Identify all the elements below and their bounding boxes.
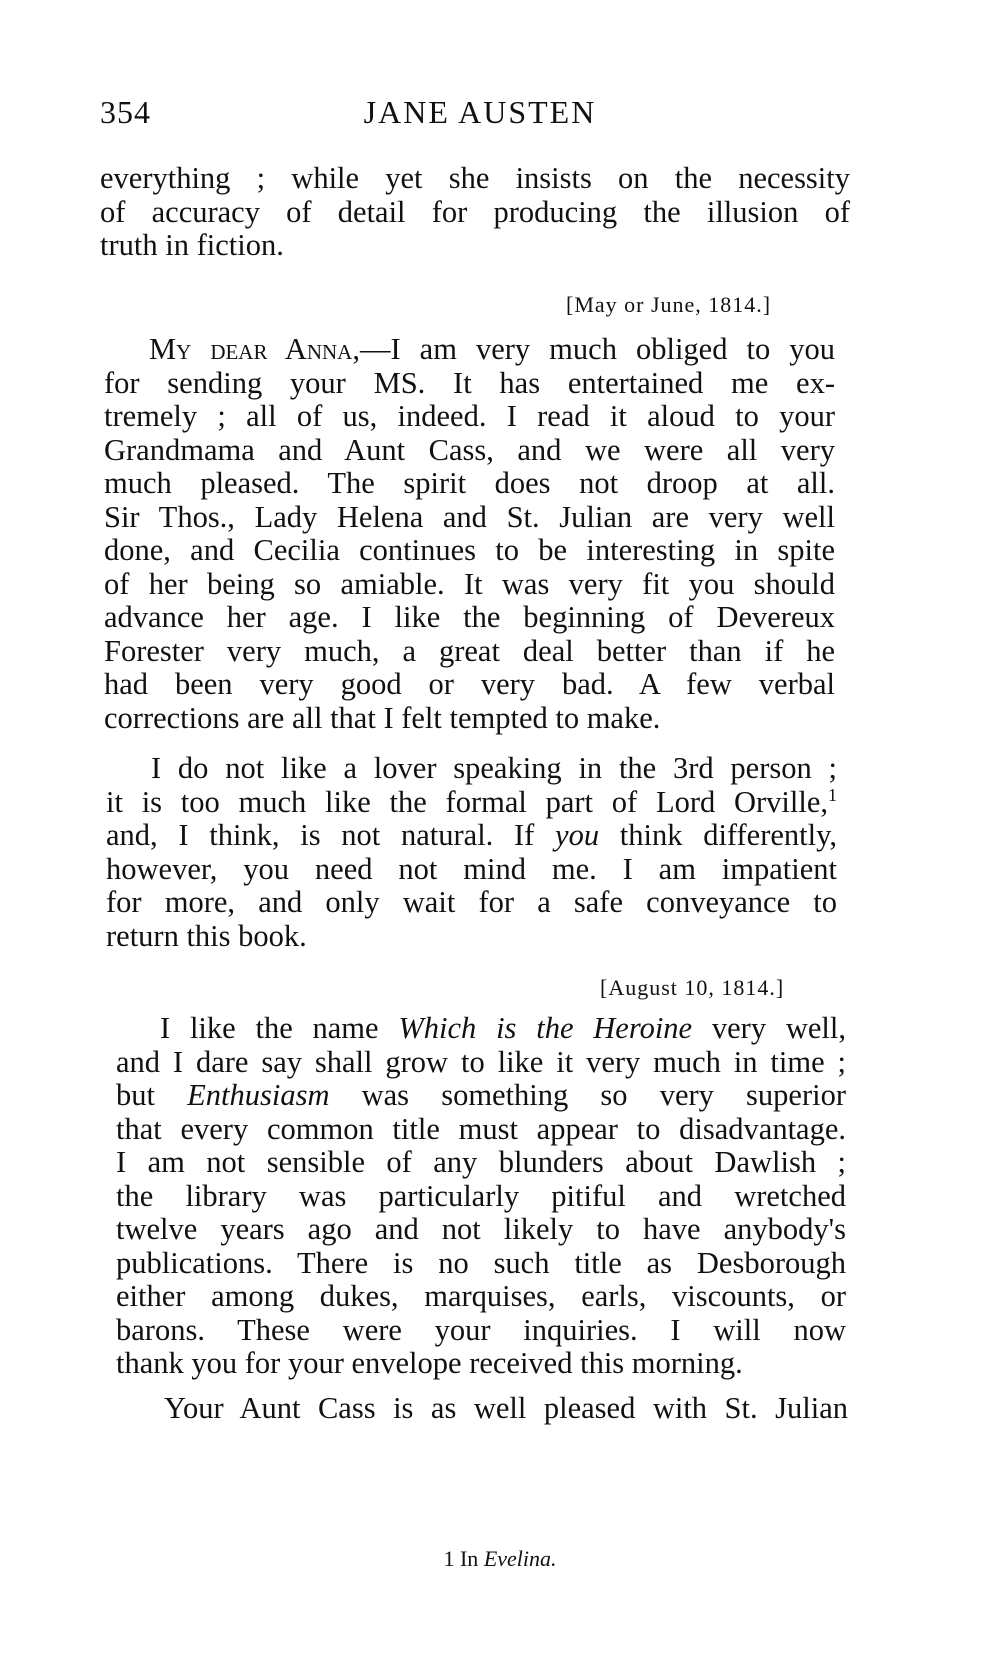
first-line-rest: —I am very much obliged to you bbox=[359, 332, 835, 366]
text-fragment: but bbox=[116, 1078, 188, 1112]
footnote bbox=[0, 1546, 1000, 1572]
text-line: Forester very much, a great deal better than if he bbox=[104, 633, 835, 668]
text-line bbox=[104, 333, 835, 367]
text-line: return this book. bbox=[106, 918, 307, 953]
letter-1-paragraph-2 bbox=[106, 752, 837, 953]
text-line: Sir Thos., Lady Helena and St. Julian are very well bbox=[104, 499, 835, 534]
text-line: had been very good or very bad. A few verbal bbox=[104, 667, 835, 701]
running-head: JANE AUSTEN bbox=[363, 94, 597, 130]
text-line: Grandmama and Aunt Cass, and we were all very bbox=[104, 432, 835, 467]
text-fragment: was something so very superior bbox=[329, 1078, 846, 1112]
text-line: everything ; while yet she insists on the necessity bbox=[100, 161, 850, 195]
text-line: and I dare say shall grow to like it very much in time ; bbox=[116, 1044, 846, 1079]
letter-2-paragraph-2 bbox=[118, 1392, 848, 1426]
text-fragment: I like the name bbox=[160, 1011, 399, 1045]
text-line: either among dukes, marquises, earls, viscounts, or bbox=[116, 1279, 846, 1313]
book-title: Enthusiasm bbox=[187, 1078, 330, 1112]
text-fragment: and, I think, is not natural. If bbox=[106, 818, 556, 852]
text-line: of her being so amiable. It was very fit you should bbox=[104, 566, 835, 601]
footnote-title: Evelina. bbox=[483, 1546, 557, 1571]
text-line: truth in fiction. bbox=[100, 228, 284, 262]
text-line: corrections are all that I felt tempted to make. bbox=[104, 700, 661, 735]
text-fragment: it is too much like the formal part of Lord Orville, bbox=[106, 784, 828, 819]
text-line: for sending your MS. It has entertained me ex- bbox=[104, 365, 835, 400]
footnote-prefix: In bbox=[454, 1546, 484, 1571]
text-fragment: very well, bbox=[692, 1011, 847, 1045]
text-line: much pleased. The spirit does not droop at all. bbox=[104, 466, 835, 500]
emphasis: you bbox=[555, 818, 600, 852]
dateline-letter-1: [May or June, 1814.] bbox=[566, 292, 772, 317]
text-line: of accuracy of detail for producing the illusion of bbox=[100, 194, 850, 229]
text-line: Your Aunt Cass is as well pleased with St. Julian bbox=[164, 1391, 848, 1425]
letter-1-paragraph-1 bbox=[104, 333, 835, 735]
text-line: tremely ; all of us, indeed. I read it aloud to your bbox=[104, 399, 835, 433]
text-line: for more, and only wait for a safe conveyance to bbox=[106, 885, 837, 919]
text-line bbox=[106, 786, 837, 820]
text-line: thank you for your envelope received this morning. bbox=[116, 1346, 743, 1380]
footnote-mark: 1 bbox=[443, 1546, 455, 1571]
text-line: that every common title must appear to disadvantage. bbox=[116, 1111, 846, 1146]
text-line: advance her age. I like the beginning of Devereux bbox=[104, 600, 835, 634]
book-title: Which is the Heroine bbox=[398, 1011, 693, 1045]
salutation: My dear Anna, bbox=[149, 332, 360, 366]
dateline-letter-2: [August 10, 1814.] bbox=[600, 975, 785, 1000]
letter-2-paragraph-1 bbox=[116, 1012, 846, 1381]
text-line: however, you need not mind me. I am impatient bbox=[106, 851, 837, 886]
text-line bbox=[116, 1079, 846, 1113]
text-line: done, and Cecilia continues to be interesting in spite bbox=[104, 533, 835, 567]
page-header bbox=[100, 94, 860, 144]
text-line bbox=[116, 1012, 846, 1046]
text-line: I am not sensible of any blunders about Dawlish ; bbox=[116, 1145, 846, 1179]
text-line: I do not like a lover speaking in the 3rd person ; bbox=[151, 751, 837, 785]
text-line: the library was particularly pitiful and wretched bbox=[116, 1178, 846, 1213]
text-fragment: think differently, bbox=[599, 818, 837, 852]
text-line: barons. These were your inquiries. I will now bbox=[116, 1312, 846, 1347]
intro-paragraph bbox=[100, 162, 850, 263]
text-line: twelve years ago and not likely to have anybody's bbox=[116, 1212, 846, 1246]
footnote-reference: 1 bbox=[828, 784, 837, 805]
page-number: 354 bbox=[100, 94, 151, 130]
text-line: publications. There is no such title as Desborough bbox=[116, 1245, 846, 1280]
text-line bbox=[106, 819, 837, 853]
